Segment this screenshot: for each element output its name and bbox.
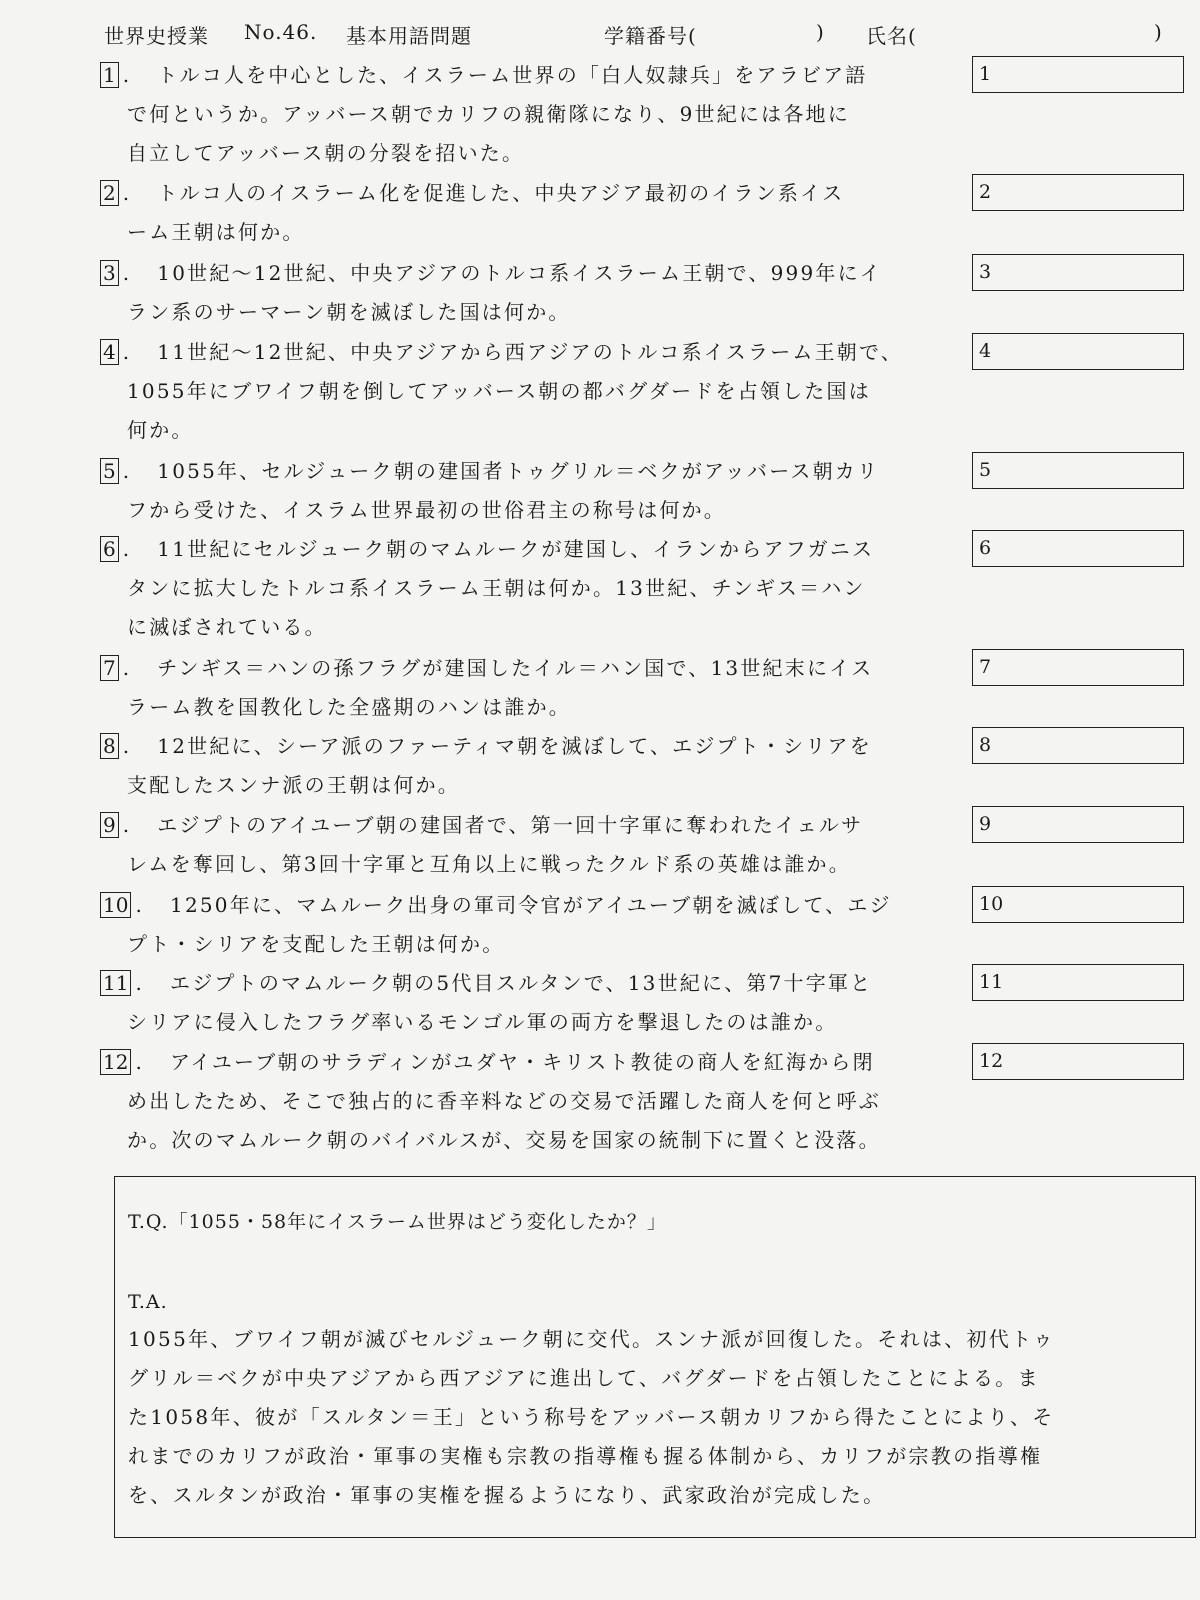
answer-box-6[interactable]: 6 xyxy=(972,530,1184,567)
question-8: 8 . 12世紀に、シーア派のファーティマ朝を滅ぼして、エジプト・シリアを 支配したスンナ派の王朝は何か。 xyxy=(100,727,962,805)
question-text: エジプトのマムルーク朝の5代目スルタンで、13世紀に、第7十字軍と xyxy=(170,971,873,995)
question-text: ラン系のサーマーン朝を滅ぼした国は何か。 xyxy=(127,300,571,324)
theme-answer-line: 1055年、ブワイフ朝が滅びセルジューク朝に交代。スンナ派が回復した。それは、初代トゥ xyxy=(128,1327,1056,1351)
answer-box-5[interactable]: 5 xyxy=(972,452,1184,489)
question-number-box: 4 xyxy=(100,339,119,365)
question-number-box: 9 xyxy=(100,812,119,838)
question-text: で何というか。アッバース朝でカリフの親衛隊になり、9世紀には各地に xyxy=(127,102,850,126)
theme-answer-line: グリル＝ベクが中央アジアから西アジアに進出して、バグダードを占領したことによる。ま xyxy=(128,1366,1040,1390)
question-2: 2 . トルコ人のイスラーム化を促進した、中央アジア最初のイラン系イス ーム王朝は何か。 xyxy=(100,174,962,252)
theme-answer-label: T.A. xyxy=(128,1291,168,1313)
course-name: 世界史授業 xyxy=(104,24,209,48)
question-6: 6 . 11世紀にセルジューク朝のマムルークが建国し、イランからアフガニス タンに拡大したトルコ系イスラーム王朝は何か。13世紀、チンギス＝ハン に滅ぼされている。 xyxy=(100,530,962,647)
question-text: プト・シリアを支配した王朝は何か。 xyxy=(127,932,505,956)
question-number-box: 1 xyxy=(100,62,119,88)
name-close: ) xyxy=(1154,20,1163,44)
question-text: 自立してアッバース朝の分裂を招いた。 xyxy=(127,141,525,165)
question-9: 9 . エジプトのアイユーブ朝の建国者で、第一回十字軍に奪われたイェルサ レムを奪回し、第3回十字軍と互角以上に戦ったクルド系の英雄は誰か。 xyxy=(100,806,962,884)
question-number-box: 5 xyxy=(100,458,119,484)
question-12: 12 . アイユーブ朝のサラディンがユダヤ・キリスト教徒の商人を紅海から閉 め出したため、そこで独占的に香辛料などの交易で活躍した商人を何と呼ぶ か。次のマムルーク朝のバイバルスが、交易を国家の統制下に置くと没落。 xyxy=(100,1043,962,1160)
question-number-box: 10 xyxy=(100,892,131,918)
question-text: フから受けた、イスラム世界最初の世俗君主の称号は何か。 xyxy=(127,498,726,522)
question-text: め出したため、そこで独占的に香辛料などの交易で活躍した商人を何と呼ぶ xyxy=(127,1089,881,1113)
question-text: か。次のマムルーク朝のバイバルスが、交易を国家の統制下に置くと没落。 xyxy=(127,1128,881,1152)
answer-box-10[interactable]: 10 xyxy=(972,886,1184,923)
student-id-label: 学籍番号( xyxy=(604,24,697,48)
question-4: 4 . 11世紀～12世紀、中央アジアから西アジアのトルコ系イスラーム王朝で、 1055年にブワイフ朝を倒してアッバース朝の都バグダードを占領した国は 何か。 xyxy=(100,333,962,450)
answer-box-12[interactable]: 12 xyxy=(972,1043,1184,1080)
student-id-close: ) xyxy=(816,20,825,44)
theme-answer-line: を、スルタンが政治・軍事の実権を握るようになり、武家政治が完成した。 xyxy=(128,1483,886,1507)
theme-answer-line: れまでのカリフが政治・軍事の実権も宗教の指導権も握る体制から、カリフが宗教の指導権 xyxy=(128,1444,1043,1468)
question-text: タンに拡大したトルコ系イスラーム王朝は何か。13世紀、チンギス＝ハン xyxy=(127,576,866,600)
question-11: 11 . エジプトのマムルーク朝の5代目スルタンで、13世紀に、第7十字軍と シリアに侵入したフラグ率いるモンゴル軍の両方を撃退したのは誰か。 xyxy=(100,964,962,1042)
question-text: シリアに侵入したフラグ率いるモンゴル軍の両方を撃退したのは誰か。 xyxy=(127,1010,838,1034)
question-3: 3 . 10世紀～12世紀、中央アジアのトルコ系イスラーム王朝で、999年にイ ラン系のサーマーン朝を滅ぼした国は何か。 xyxy=(100,254,962,332)
answer-box-7[interactable]: 7 xyxy=(972,649,1184,686)
question-number-box: 7 xyxy=(100,655,119,681)
question-text: 1055年にブワイフ朝を倒してアッバース朝の都バグダードを占領した国は xyxy=(127,379,871,403)
worksheet-number: No.46. xyxy=(244,20,318,44)
question-text: ーム王朝は何か。 xyxy=(127,220,305,244)
question-text: に滅ぼされている。 xyxy=(127,615,327,639)
question-text: 1055年、セルジューク朝の建国者トゥグリル＝ベクがアッバース朝カリ xyxy=(157,459,880,483)
question-text: トルコ人を中心とした、イスラーム世界の「白人奴隷兵」をアラビア語 xyxy=(157,63,868,87)
question-number-box: 6 xyxy=(100,536,119,562)
answer-box-2[interactable]: 2 xyxy=(972,174,1184,211)
question-text: 12世紀に、シーア派のファーティマ朝を滅ぼして、エジプト・シリアを xyxy=(157,734,872,758)
name-label: 氏名( xyxy=(866,24,917,48)
theme-answer-line: た1058年、彼が「スルタン＝王」という称号をアッバース朝カリフから得たことにより、そ xyxy=(128,1405,1055,1429)
answer-box-1[interactable]: 1 xyxy=(972,56,1184,93)
question-text: 10世紀～12世紀、中央アジアのトルコ系イスラーム王朝で、999年にイ xyxy=(157,261,882,285)
answer-box-11[interactable]: 11 xyxy=(972,964,1184,1001)
theme-question-box xyxy=(114,1176,1196,1538)
question-text: トルコ人のイスラーム化を促進した、中央アジア最初のイラン系イス xyxy=(157,181,845,205)
question-number-box: 11 xyxy=(100,970,131,996)
question-text: エジプトのアイユーブ朝の建国者で、第一回十字軍に奪われたイェルサ xyxy=(157,813,864,837)
question-text: 11世紀にセルジューク朝のマムルークが建国し、イランからアフガニス xyxy=(157,537,875,561)
question-text: レムを奪回し、第3回十字軍と互角以上に戦ったクルド系の英雄は誰か。 xyxy=(127,852,851,876)
question-text: 1250年に、マムルーク出身の軍司令官がアイユーブ朝を滅ぼして、エジ xyxy=(170,893,892,917)
question-7: 7 . チンギス＝ハンの孫フラグが建国したイル＝ハン国で、13世紀末にイス ラーム教を国教化した全盛期のハンは誰か。 xyxy=(100,649,962,727)
question-text: ラーム教を国教化した全盛期のハンは誰か。 xyxy=(127,695,571,719)
answer-box-3[interactable]: 3 xyxy=(972,254,1184,291)
question-5: 5 . 1055年、セルジューク朝の建国者トゥグリル＝ベクがアッバース朝カリ フから受けた、イスラム世界最初の世俗君主の称号は何か。 xyxy=(100,452,962,530)
question-text: チンギス＝ハンの孫フラグが建国したイル＝ハン国で、13世紀末にイス xyxy=(157,656,874,680)
question-1: 1 . トルコ人を中心とした、イスラーム世界の「白人奴隷兵」をアラビア語 で何というか。アッバース朝でカリフの親衛隊になり、9世紀には各地に 自立してアッバース朝の分裂を招いた。 xyxy=(100,56,962,173)
question-number-box: 8 xyxy=(100,733,119,759)
question-text: 支配したスンナ派の王朝は何か。 xyxy=(127,773,460,797)
answer-box-9[interactable]: 9 xyxy=(972,806,1184,843)
question-number-box: 3 xyxy=(100,260,119,286)
question-text: 11世紀～12世紀、中央アジアから西アジアのトルコ系イスラーム王朝で、 xyxy=(157,340,903,364)
theme-question: T.Q.「1055・58年にイスラーム世界はどう変化したか？」 xyxy=(128,1211,667,1233)
answer-box-4[interactable]: 4 xyxy=(972,333,1184,370)
question-number-box: 12 xyxy=(100,1049,131,1075)
answer-box-8[interactable]: 8 xyxy=(972,727,1184,764)
theme-answer xyxy=(128,1320,1188,1515)
question-text: 何か。 xyxy=(127,418,194,442)
question-number-box: 2 xyxy=(100,180,119,206)
question-10: 10 . 1250年に、マムルーク出身の軍司令官がアイユーブ朝を滅ぼして、エジ プト・シリアを支配した王朝は何か。 xyxy=(100,886,962,964)
worksheet-title: 基本用語問題 xyxy=(346,24,472,48)
question-text: アイユーブ朝のサラディンがユダヤ・キリスト教徒の商人を紅海から閉 xyxy=(170,1050,875,1074)
worksheet-header xyxy=(104,20,1194,52)
